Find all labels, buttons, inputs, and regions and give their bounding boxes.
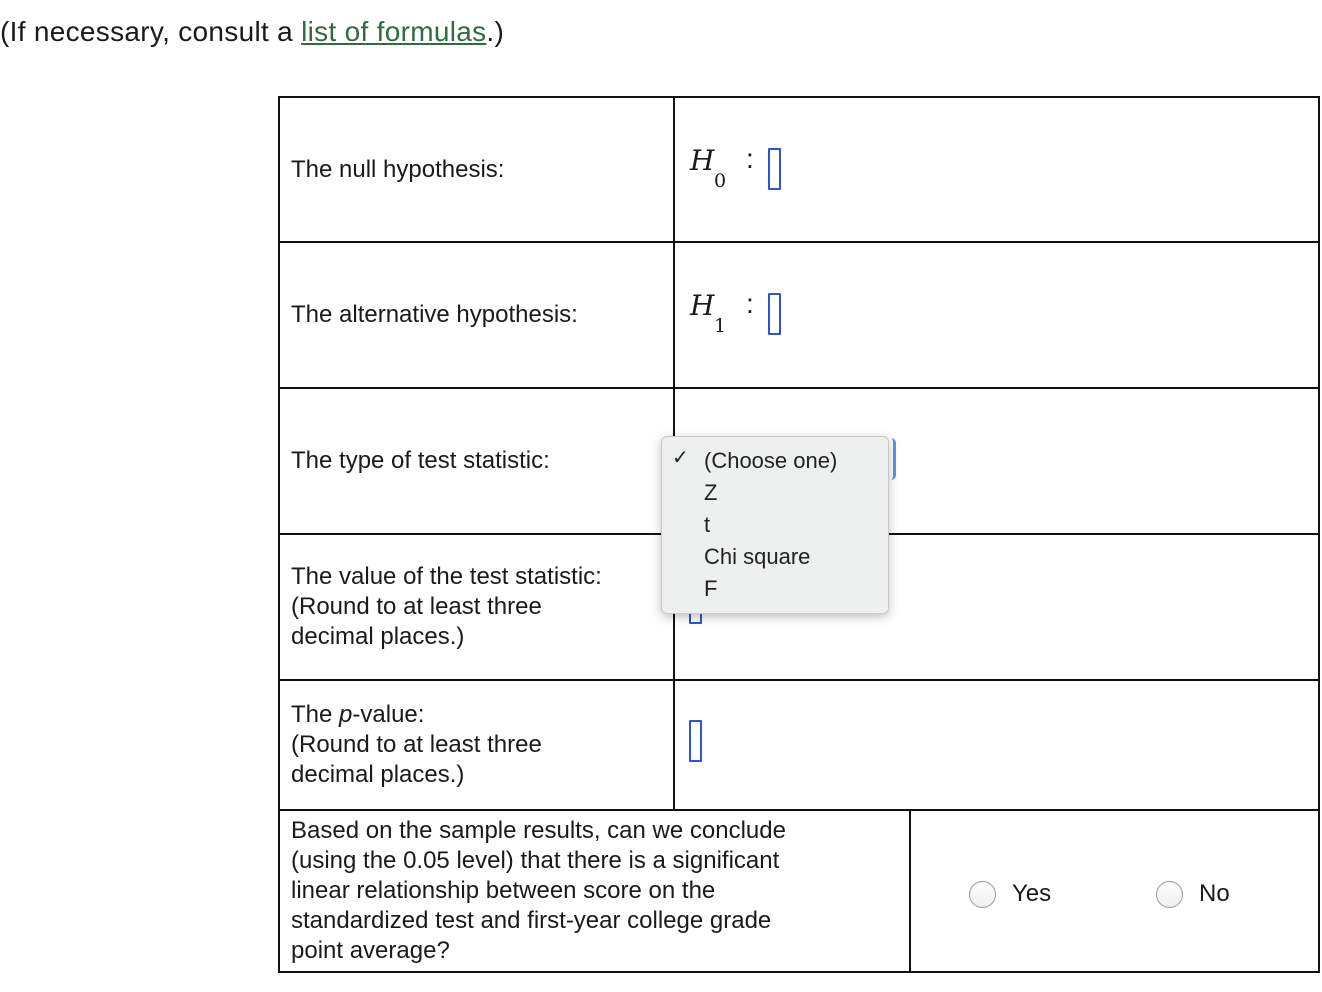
dropdown-option-t[interactable]: t (704, 512, 711, 537)
alternative-hypothesis-label (279, 242, 674, 388)
alternative-hypothesis-row (279, 242, 1319, 388)
test-type-dropdown[interactable] (661, 436, 889, 614)
dropdown-option-f[interactable]: F (704, 576, 718, 601)
alternative-hypothesis-text: The alternative hypothesis: (291, 301, 578, 328)
p-value-row (279, 680, 1319, 810)
null-hypothesis-math (690, 142, 810, 192)
null-hypothesis-label (279, 97, 674, 242)
no-option[interactable] (1156, 879, 1230, 909)
yes-label: Yes (1012, 880, 1052, 907)
dropdown-option-z[interactable]: Z (704, 480, 718, 505)
dropdown-option-chi-square[interactable]: Chi square (704, 544, 811, 569)
no-radio[interactable] (1156, 881, 1183, 908)
p-variable: p (339, 701, 353, 728)
intro-prefix: (If necessary, consult a (0, 16, 302, 47)
checkmark-icon: ✓ (672, 447, 689, 469)
p-value-suffix: -value: (352, 701, 425, 728)
conclusion-question (280, 811, 911, 971)
conclusion-text-5: point average? (291, 937, 450, 964)
h-symbol: H (690, 143, 715, 177)
p-value-input[interactable] (689, 720, 702, 762)
conclusion-text-4: standardized test and first-year college grade (291, 907, 772, 934)
null-hypothesis-input[interactable] (768, 148, 781, 190)
test-value-text-2: (Round to at least three (291, 593, 542, 620)
p-value-text-3: decimal places.) (291, 761, 465, 788)
intro-suffix: .) (486, 16, 505, 47)
conclusion-row (279, 810, 1319, 972)
no-label: No (1199, 880, 1230, 907)
colon: : (746, 288, 754, 319)
subscript-zero: 0 (714, 169, 727, 192)
conclusion-text-1: Based on the sample results, can we conclude (291, 817, 786, 844)
test-value-label (279, 534, 674, 680)
p-value-text-1 (291, 700, 673, 730)
conclusion-answers (911, 811, 1318, 971)
null-hypothesis-cell (674, 97, 1319, 242)
p-value-text-2: (Round to at least three (291, 731, 542, 758)
test-value-text-3: decimal places.) (291, 623, 465, 650)
subscript-one: 1 (714, 315, 727, 337)
alternative-hypothesis-math (690, 288, 810, 337)
alternative-hypothesis-cell (674, 242, 1319, 388)
null-hypothesis-text: The null hypothesis: (291, 155, 505, 183)
p-value-cell (674, 680, 1319, 810)
test-value-text-1: The value of the test statistic: (291, 563, 602, 590)
test-type-text: The type of test statistic: (291, 447, 550, 474)
conclusion-cell (279, 810, 1319, 972)
h-symbol: H (690, 289, 715, 322)
null-hypothesis-row (279, 97, 1319, 242)
yes-radio[interactable] (969, 881, 996, 908)
conclusion-split (280, 811, 1318, 971)
dropdown-option-choose-one[interactable]: (Choose one) (704, 448, 838, 473)
list-of-formulas-link[interactable]: list of formulas (301, 16, 487, 47)
test-type-label (279, 388, 674, 534)
colon: : (746, 142, 754, 174)
alternative-hypothesis-input[interactable] (768, 293, 781, 335)
yes-option[interactable] (969, 879, 1051, 909)
conclusion-text-3: linear relationship between score on the (291, 877, 716, 904)
formula-hint (0, 16, 504, 48)
p-value-label (279, 680, 674, 810)
p-value-prefix: The (291, 701, 340, 728)
conclusion-text-2: (using the 0.05 level) that there is a significant (291, 847, 780, 874)
